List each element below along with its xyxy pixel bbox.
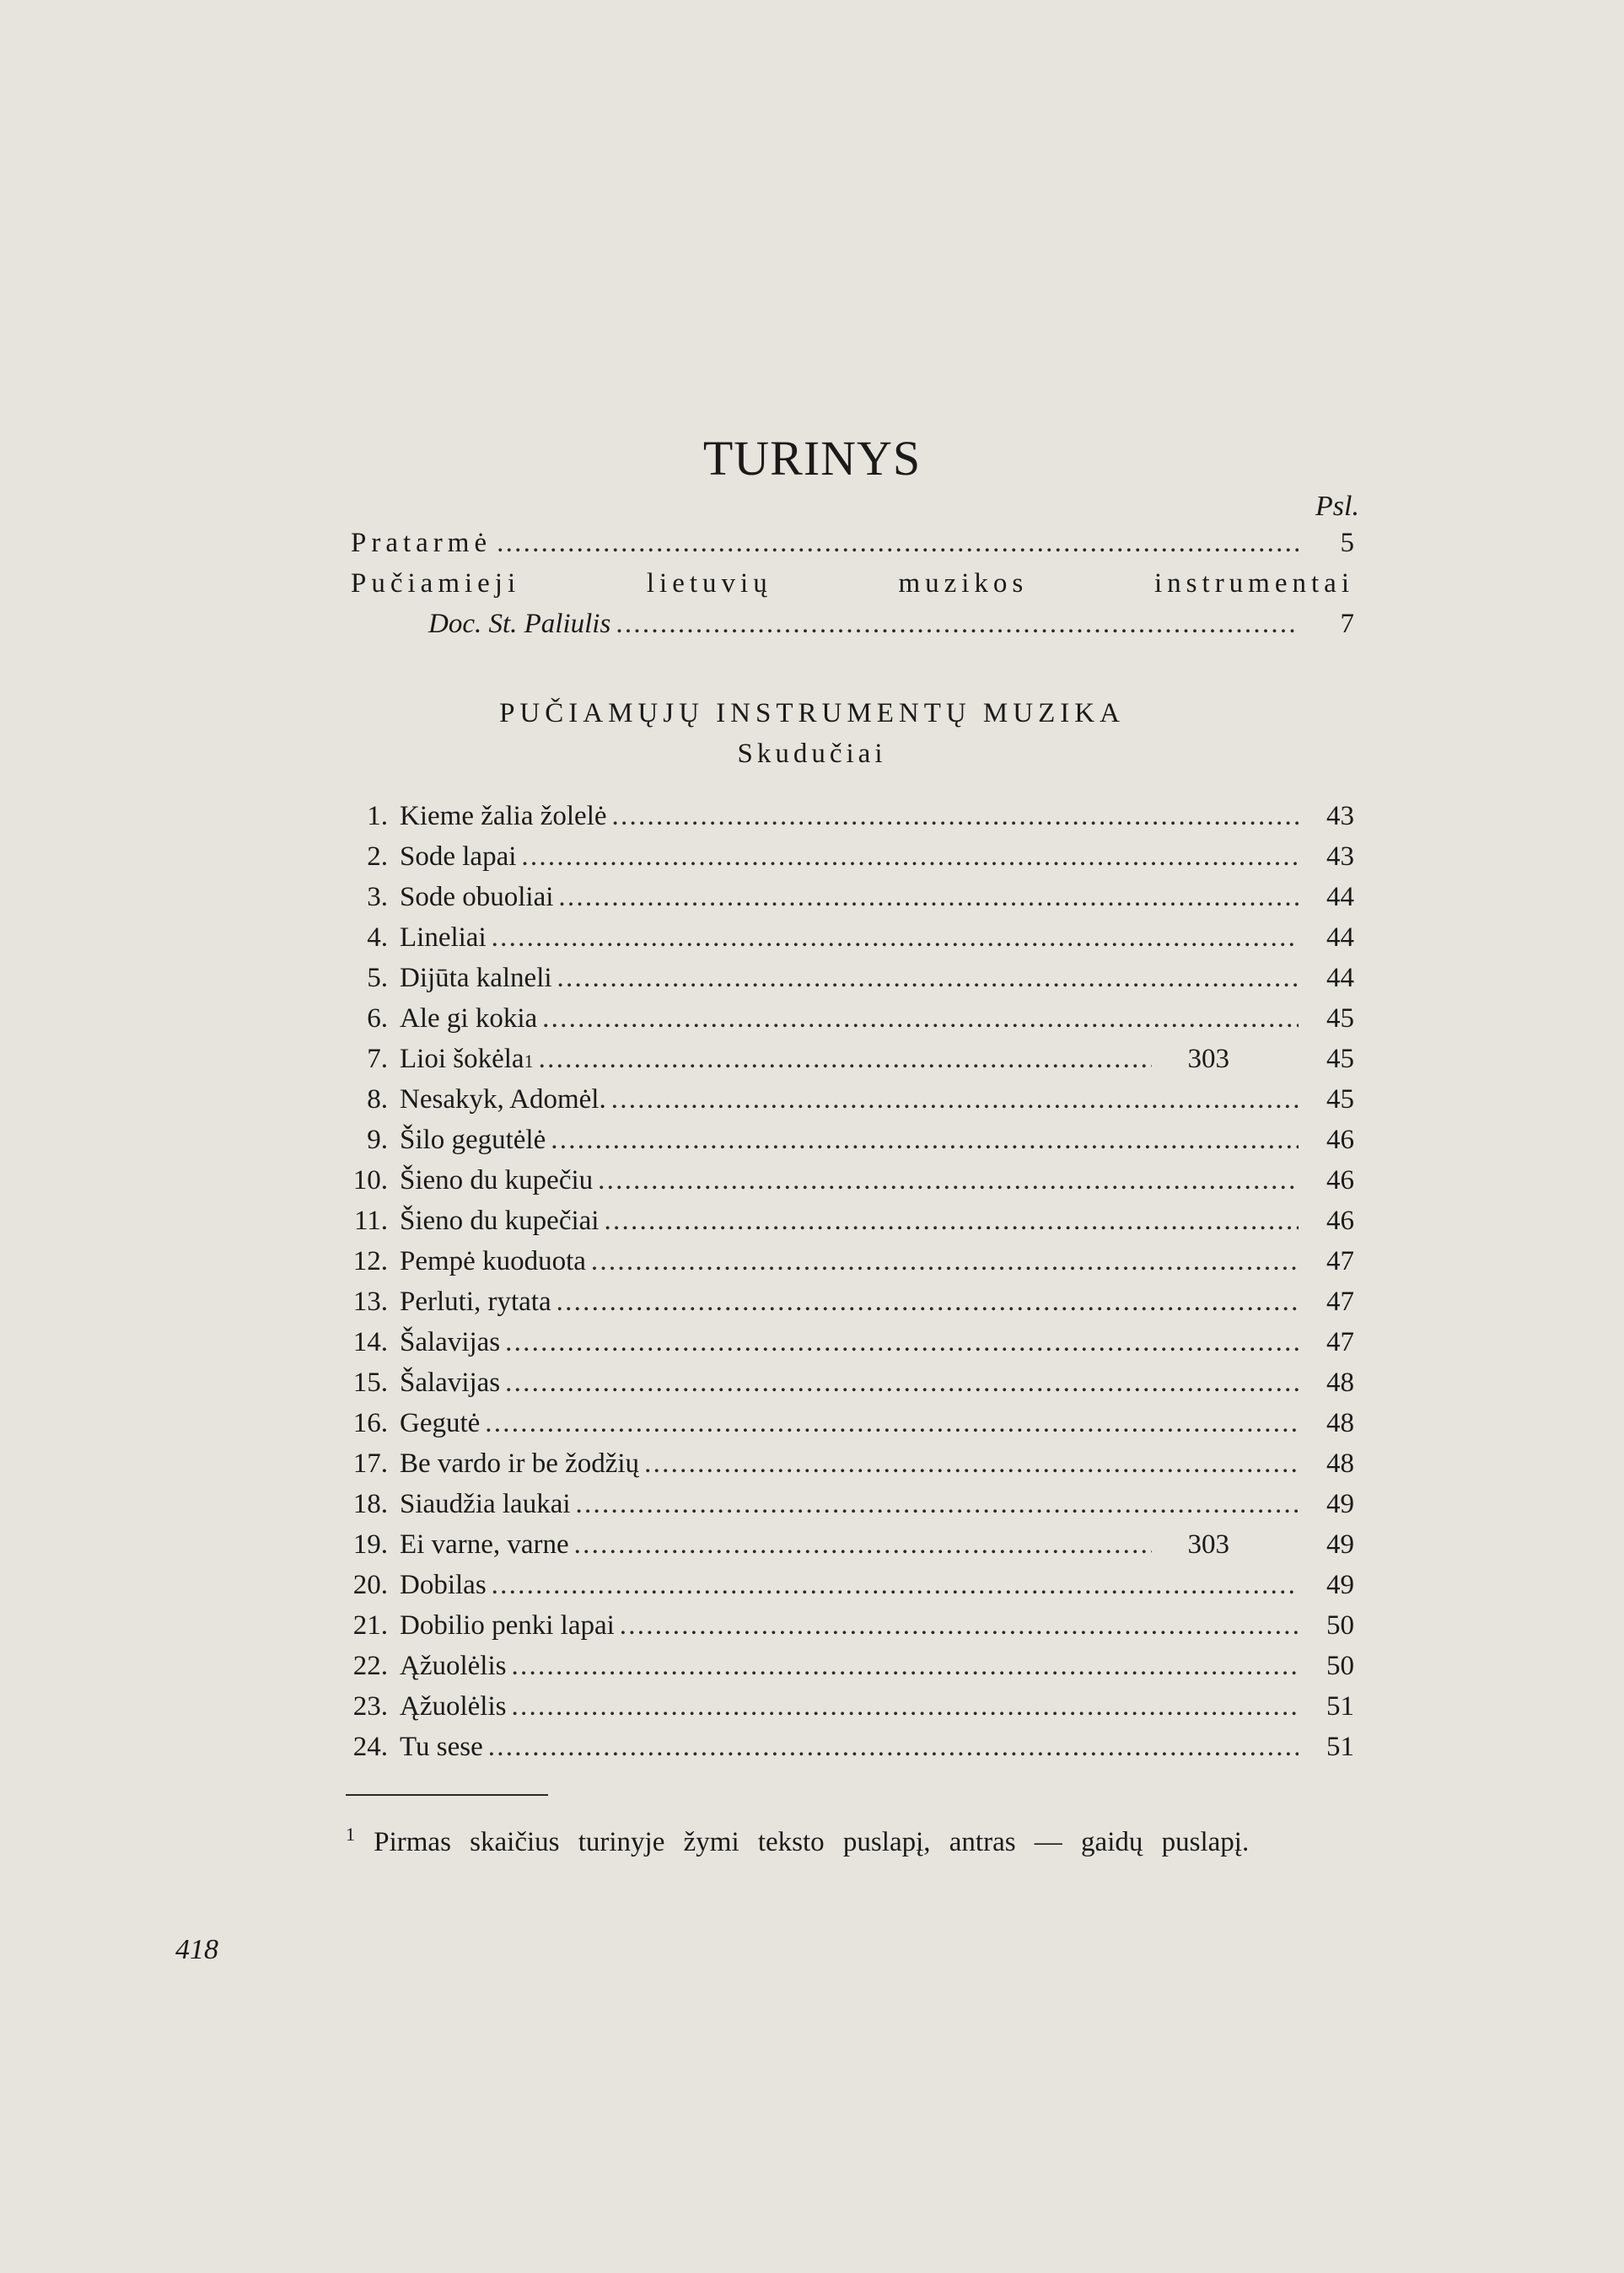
entry-page: 48	[1326, 1368, 1354, 1398]
dot-leader	[611, 1083, 1299, 1116]
entry-title: Tu sese	[400, 1732, 483, 1762]
toc-entry[interactable]	[342, 1730, 1354, 1764]
entry-title: Šilo gegutėlė	[400, 1125, 546, 1155]
entry-page: 45	[1326, 1084, 1354, 1115]
entry-title: Sode lapai	[400, 841, 517, 872]
front-matter-label: Pratarmė	[351, 528, 492, 558]
entry-text-page: 303	[1187, 1044, 1229, 1074]
entry-page: 47	[1326, 1246, 1354, 1276]
entry-page: 50	[1326, 1651, 1354, 1681]
toc-entry[interactable]	[342, 1002, 1354, 1035]
toc-entry[interactable]	[342, 1366, 1354, 1400]
toc-entry[interactable]	[342, 880, 1354, 914]
entry-title: Pempė kuoduota	[400, 1246, 586, 1276]
toc-entry[interactable]	[342, 1325, 1354, 1359]
dot-leader	[620, 1609, 1299, 1642]
toc-entry[interactable]	[342, 961, 1354, 995]
entry-number: 6.	[367, 1003, 388, 1034]
entry-page: 43	[1326, 841, 1354, 872]
entry-number: 9.	[367, 1125, 388, 1155]
entry-title: Šalavijas	[400, 1327, 501, 1357]
entry-page: 48	[1326, 1408, 1354, 1438]
entry-page: 49	[1326, 1489, 1354, 1519]
entry-title: Dobilas	[400, 1570, 487, 1600]
footnote	[346, 1813, 1358, 1864]
entry-title: Nesakyk, Adomėl.	[400, 1084, 606, 1115]
toc-entry[interactable]	[342, 1244, 1354, 1278]
dot-leader	[558, 880, 1299, 914]
dot-leader	[511, 1690, 1299, 1723]
entry-title: Dijūta kalneli	[400, 963, 552, 993]
entry-page: 51	[1326, 1732, 1354, 1762]
toc-entry[interactable]	[342, 921, 1354, 954]
entry-page: 45	[1326, 1003, 1354, 1034]
entry-title: Lioi šokėla	[400, 1044, 524, 1074]
entry-number: 7.	[367, 1044, 388, 1074]
entry-page: 46	[1326, 1125, 1354, 1155]
entry-title: Siaudžia laukai	[400, 1489, 571, 1519]
page-number: 418	[175, 1934, 218, 1965]
dot-leader	[511, 1649, 1299, 1683]
toc-entry[interactable]	[342, 1163, 1354, 1197]
entry-number: 16.	[352, 1408, 388, 1438]
section-title: PUČIAMŲJŲ INSTRUMENTŲ MUZIKA	[499, 698, 1125, 728]
entry-page: 51	[1326, 1691, 1354, 1722]
front-matter-label: Pučiamieji lietuvių muzikos instrumentai	[351, 568, 1354, 599]
footnote-rule	[346, 1794, 548, 1796]
dot-leader	[497, 526, 1299, 560]
entry-title: Kieme žalia žolelė	[400, 801, 607, 831]
entry-page: 47	[1326, 1327, 1354, 1357]
entry-number: 12.	[352, 1246, 388, 1276]
entry-number: 10.	[352, 1165, 388, 1196]
dot-leader	[598, 1163, 1299, 1197]
toc-entry[interactable]	[342, 1568, 1354, 1602]
toc-entry[interactable]	[342, 1042, 1354, 1078]
entry-page: 46	[1326, 1206, 1354, 1236]
toc-entry[interactable]	[342, 1285, 1354, 1319]
entry-page: 44	[1326, 922, 1354, 953]
toc-entry[interactable]	[342, 1649, 1354, 1683]
dot-leader	[539, 1042, 1152, 1076]
toc-entry[interactable]	[342, 1690, 1354, 1723]
dot-leader	[576, 1487, 1299, 1521]
entry-page: 48	[1326, 1448, 1354, 1479]
front-matter-page: 7	[1340, 609, 1354, 639]
toc-entry[interactable]	[342, 1123, 1354, 1157]
entry-number: 5.	[367, 963, 388, 993]
entry-page: 47	[1326, 1287, 1354, 1317]
dot-leader	[542, 1002, 1299, 1035]
entry-number: 2.	[367, 841, 388, 872]
entry-page: 46	[1326, 1165, 1354, 1196]
front-matter-row[interactable]	[351, 526, 1354, 560]
entry-number: 23.	[352, 1691, 388, 1722]
entry-number: 14.	[352, 1327, 388, 1357]
page-title: TURINYS	[702, 431, 922, 486]
entry-title: Sode obuoliai	[400, 882, 554, 912]
dot-leader	[492, 921, 1299, 954]
toc-entry[interactable]	[342, 1406, 1354, 1440]
entry-title: Šalavijas	[400, 1368, 501, 1398]
entry-page: 49	[1326, 1570, 1354, 1600]
entry-number: 8.	[367, 1084, 388, 1115]
entry-title: Perluti, rytata	[400, 1287, 551, 1317]
dot-leader	[574, 1528, 1152, 1561]
dot-leader	[521, 840, 1299, 873]
dot-leader	[551, 1123, 1299, 1157]
entry-page: 43	[1326, 801, 1354, 831]
dot-leader	[644, 1447, 1299, 1480]
subsection-title: Skudučiai	[737, 739, 887, 769]
toc-entry[interactable]	[342, 840, 1354, 873]
dot-leader	[485, 1406, 1299, 1440]
entry-number: 17.	[352, 1448, 388, 1479]
entry-number: 19.	[352, 1529, 388, 1560]
entry-number: 24.	[352, 1732, 388, 1762]
entry-number: 1.	[367, 801, 388, 831]
toc-entry[interactable]	[342, 1528, 1354, 1561]
toc-entry[interactable]	[342, 1487, 1354, 1521]
toc-entry[interactable]	[342, 1447, 1354, 1480]
dot-leader	[612, 799, 1299, 833]
entry-page: 49	[1326, 1529, 1354, 1560]
dot-leader	[557, 961, 1299, 995]
entry-title: Šieno du kupečiu	[400, 1165, 594, 1196]
front-matter-row[interactable]	[428, 607, 1354, 641]
entry-title: Ei varne, varne	[400, 1529, 569, 1560]
entry-text-page: 303	[1187, 1529, 1229, 1560]
entry-page: 44	[1326, 963, 1354, 993]
page-column-label: Psl.	[1315, 491, 1359, 522]
entry-number: 3.	[367, 882, 388, 912]
entry-number: 21.	[352, 1610, 388, 1641]
entry-title: Ale gi kokia	[400, 1003, 538, 1034]
toc-entry[interactable]	[342, 1609, 1354, 1642]
entry-number: 22.	[352, 1651, 388, 1681]
entry-title: Gegutė	[400, 1408, 481, 1438]
toc-entry[interactable]	[342, 799, 1354, 833]
entry-title: Be vardo ir be žodžių	[400, 1448, 640, 1479]
footnote-reference: 1	[524, 1051, 534, 1072]
front-matter-row[interactable]	[351, 567, 1354, 600]
dot-leader	[488, 1730, 1299, 1764]
entry-title: Ąžuolėlis	[400, 1691, 507, 1722]
entry-number: 11.	[353, 1206, 388, 1236]
dot-leader	[505, 1366, 1299, 1400]
front-matter-label: Doc. St. Paliulis	[428, 609, 611, 639]
entry-number: 15.	[352, 1368, 388, 1398]
toc-entry[interactable]	[342, 1204, 1354, 1238]
footnote-text: Pirmas skaičius turinyje žymi teksto puslapį, antras — gaidų puslapį.	[374, 1827, 1250, 1857]
entry-title: Ąžuolėlis	[400, 1651, 507, 1681]
footnote-mark: 1	[346, 1824, 355, 1845]
dot-leader	[505, 1325, 1299, 1359]
dot-leader	[616, 607, 1299, 641]
dot-leader	[492, 1568, 1299, 1602]
entry-title: Lineliai	[400, 922, 487, 953]
entry-title: Dobilio penki lapai	[400, 1610, 615, 1641]
entry-page: 50	[1326, 1610, 1354, 1641]
toc-entry[interactable]	[342, 1083, 1354, 1116]
dot-leader	[557, 1285, 1299, 1319]
entry-title: Šieno du kupečiai	[400, 1206, 600, 1236]
dot-leader	[591, 1244, 1299, 1278]
entry-page: 44	[1326, 882, 1354, 912]
entry-number: 13.	[352, 1287, 388, 1317]
front-matter-page: 5	[1340, 528, 1354, 558]
entry-number: 4.	[367, 922, 388, 953]
entry-number: 20.	[352, 1570, 388, 1600]
entry-number: 18.	[352, 1489, 388, 1519]
dot-leader	[604, 1204, 1299, 1238]
entry-page: 45	[1326, 1044, 1354, 1074]
